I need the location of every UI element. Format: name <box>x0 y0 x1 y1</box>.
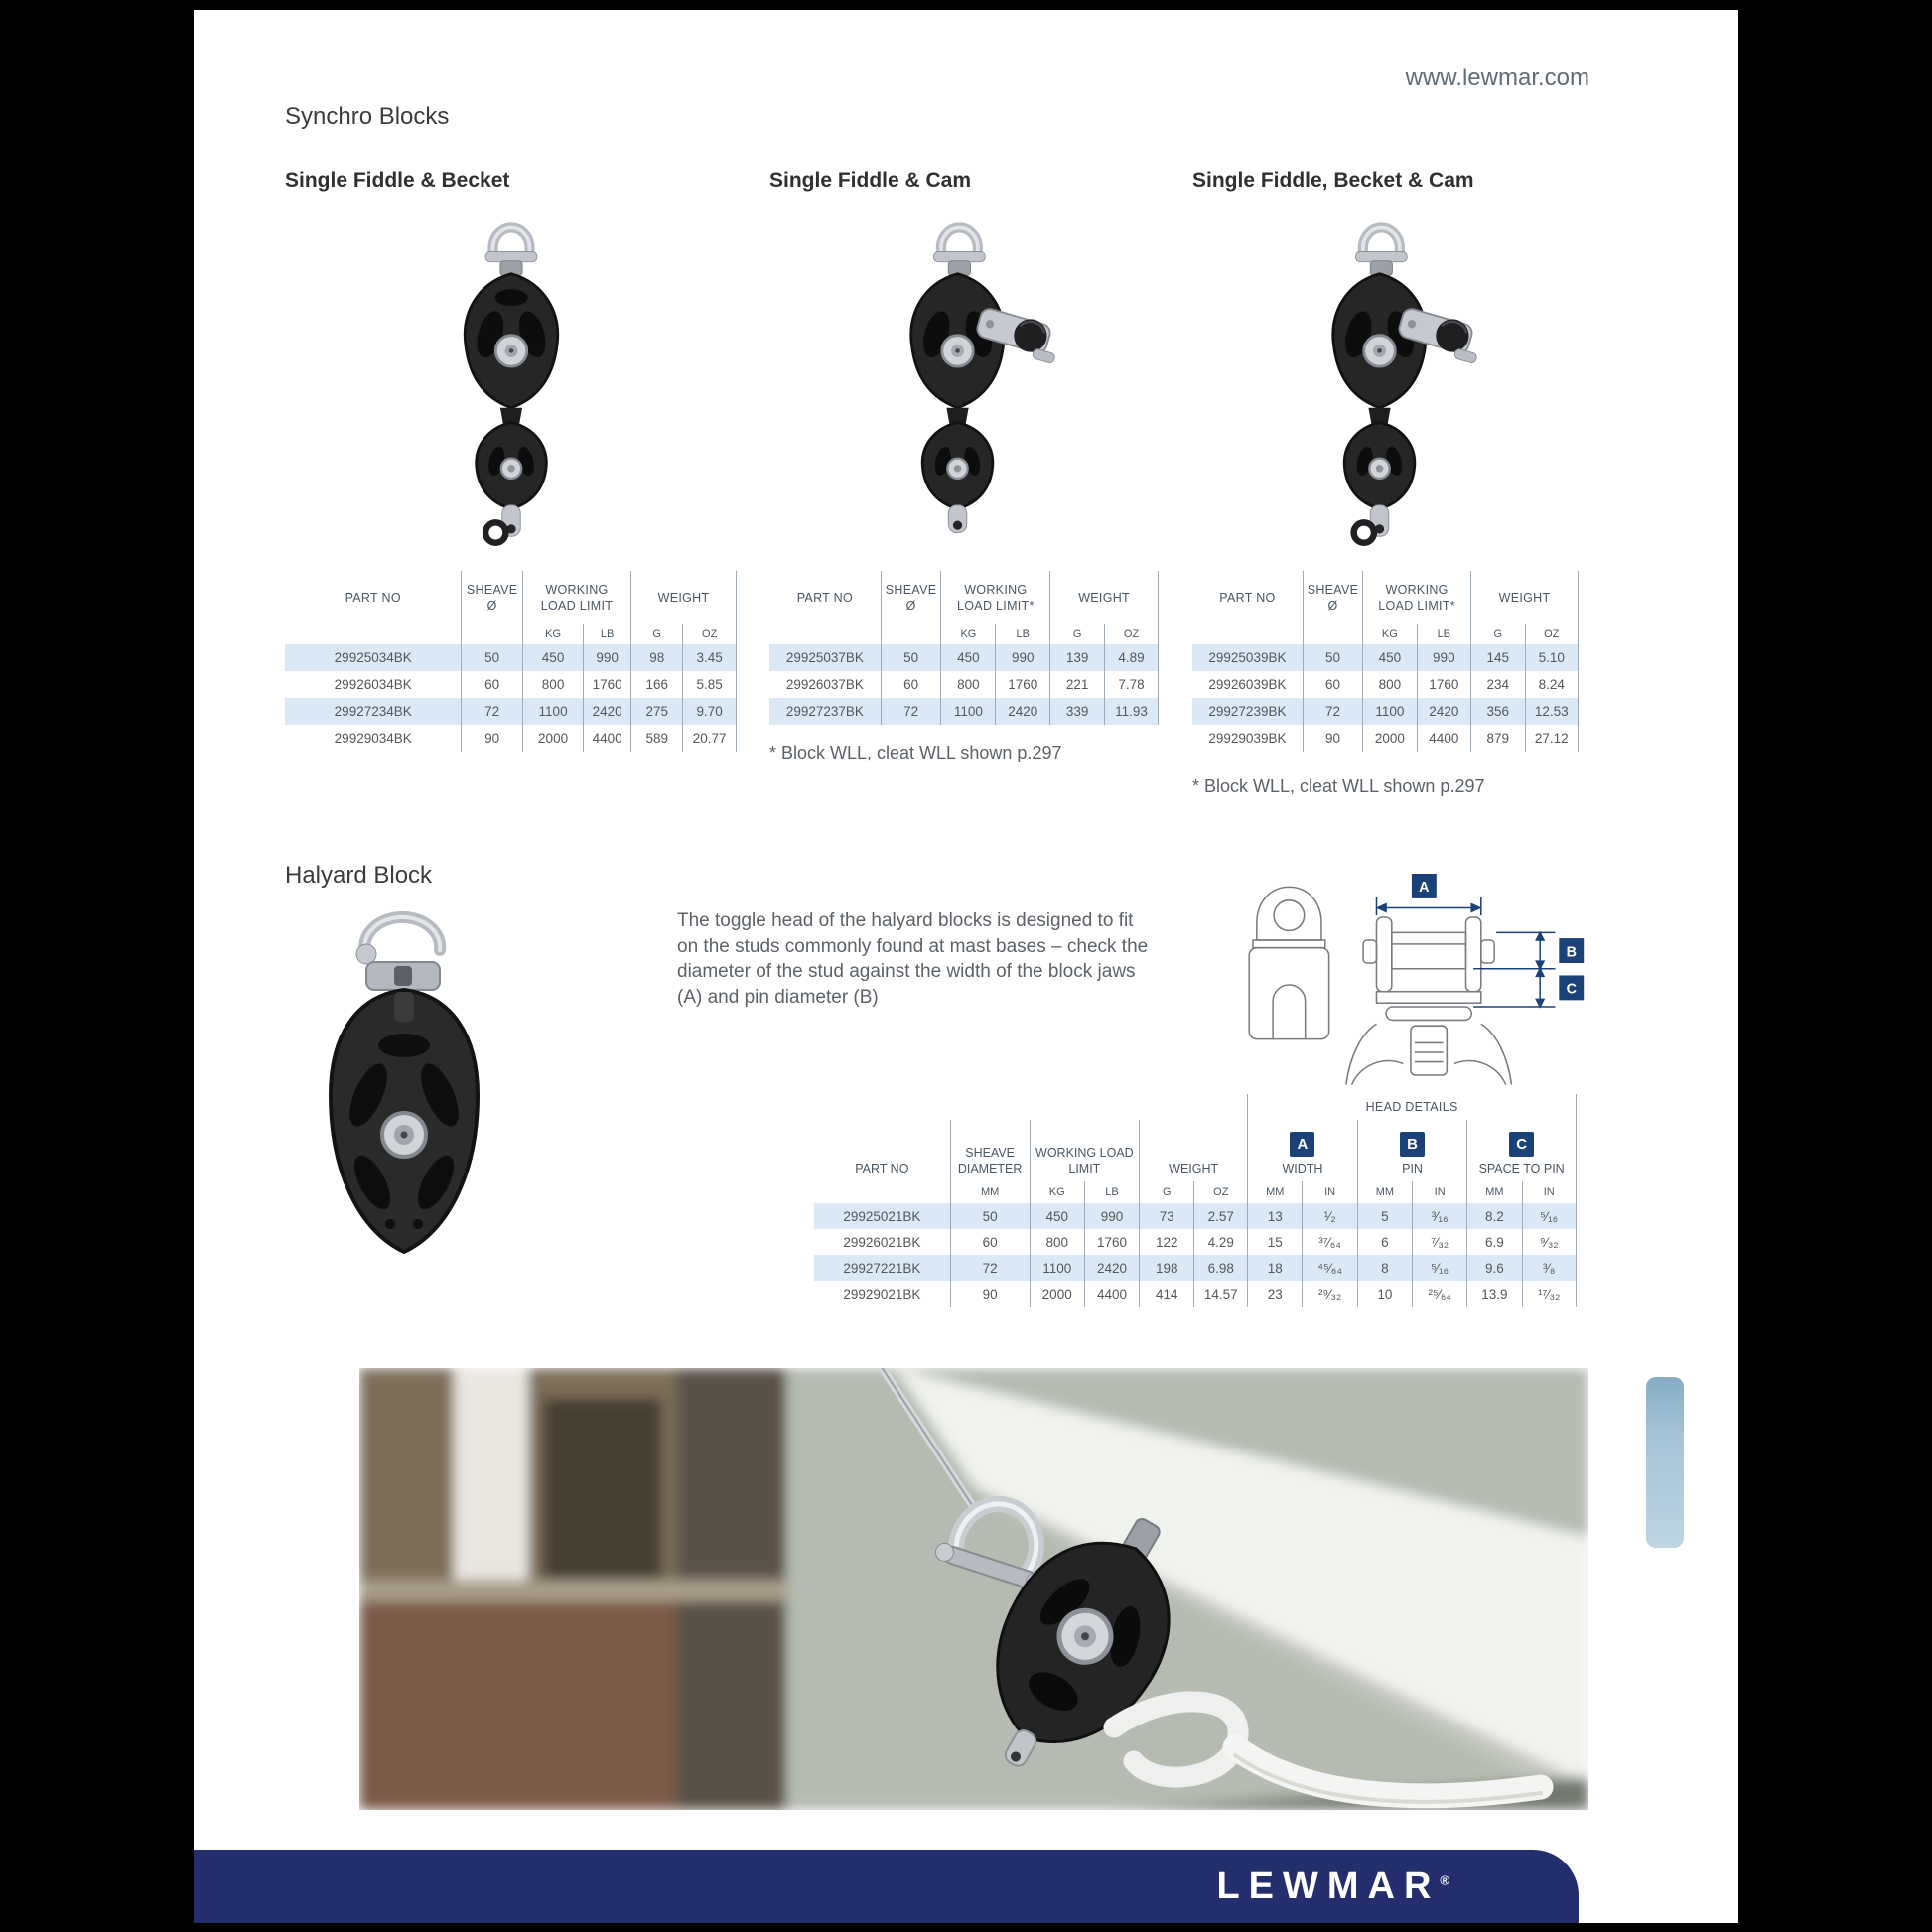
cell-g: 122 <box>1139 1229 1193 1255</box>
cell-kg: 800 <box>940 671 995 698</box>
cell-g: 139 <box>1049 644 1104 671</box>
cell-oz: 27.12 <box>1525 725 1579 752</box>
halyard-description: The toggle head of the halyard blocks is designed to fit on the studs commonly found at mast bases – check the diameter of the stud against the width of the block jaws (A) and pin diameter (B) <box>677 910 1149 1008</box>
unit-label: MM <box>1357 1181 1412 1203</box>
cell-lb: 4400 <box>1084 1281 1139 1307</box>
unit-label: G <box>1470 624 1524 644</box>
cell-width-in: ²⁹⁄₃₂ <box>1302 1281 1356 1307</box>
cell-space-mm: 8.2 <box>1466 1203 1521 1229</box>
col-header-sheave: SHEAVE Ø <box>461 571 521 624</box>
lifestyle-photo-block-on-boom <box>359 1368 1588 1810</box>
table-row <box>285 725 737 752</box>
cell-lb: 1760 <box>583 671 630 698</box>
col-header-part-no: PART NO <box>796 590 853 605</box>
col-header-width: A WIDTH <box>1247 1120 1357 1181</box>
cell-pin-in: ²⁵⁄₆₄ <box>1412 1281 1466 1307</box>
cell-lb: 1760 <box>995 671 1049 698</box>
unit-label: KG <box>522 624 583 644</box>
cell-width-mm: 15 <box>1247 1229 1302 1255</box>
table-row <box>285 644 737 671</box>
unit-label: LB <box>995 624 1049 644</box>
cell-sheave: 60 <box>1303 671 1362 698</box>
table-row <box>1192 644 1579 671</box>
cell-part: 29929034BK <box>334 731 412 746</box>
cell-lb: 4400 <box>1417 725 1470 752</box>
cell-pin-mm: 8 <box>1357 1255 1412 1281</box>
cell-pin-in: ³⁄₁₆ <box>1412 1203 1466 1229</box>
section-title-halyard-block: Halyard Block <box>285 862 433 889</box>
cell-lb: 990 <box>995 644 1049 671</box>
cell-part: 29926037BK <box>785 677 864 692</box>
cell-g: 145 <box>1470 644 1524 671</box>
table-row <box>769 671 1159 698</box>
cell-sheave: 50 <box>461 644 521 671</box>
unit-label: IN <box>1302 1181 1356 1203</box>
cell-pin-in: ⁷⁄₃₂ <box>1412 1229 1466 1255</box>
cell-g: 879 <box>1470 725 1524 752</box>
cell-oz: 6.98 <box>1193 1255 1247 1281</box>
unit-label: MM <box>1466 1181 1521 1203</box>
head-details-diagram <box>1226 874 1593 1102</box>
cell-lb: 2420 <box>1417 698 1470 725</box>
cell-sheave: 72 <box>1303 698 1362 725</box>
cell-part: 29927237BK <box>785 704 864 719</box>
col-header-weight: WEIGHT <box>630 571 737 624</box>
cell-mm: 50 <box>950 1203 1030 1229</box>
col-header-pin: B PIN <box>1357 1120 1467 1181</box>
unit-label: G <box>1049 624 1104 644</box>
cell-part: 29925039BK <box>1208 650 1287 665</box>
catalog-page <box>194 10 1738 1923</box>
col-header-wll: WORKING LOAD LIMIT* <box>940 571 1049 624</box>
cell-g: 275 <box>630 698 682 725</box>
col-header-part-no: PART NO <box>855 1161 909 1175</box>
cell-space-mm: 9.6 <box>1466 1255 1521 1281</box>
cell-kg: 2000 <box>1030 1281 1084 1307</box>
cell-kg: 450 <box>522 644 583 671</box>
unit-label: LB <box>1084 1181 1139 1203</box>
cell-kg: 450 <box>1362 644 1416 671</box>
cell-part: 29929039BK <box>1208 731 1287 746</box>
cell-lb: 990 <box>1417 644 1470 671</box>
cell-oz: 4.89 <box>1104 644 1159 671</box>
cell-g: 166 <box>630 671 682 698</box>
unit-label: KG <box>1362 624 1416 644</box>
cell-g: 339 <box>1049 698 1104 725</box>
cell-oz: 11.93 <box>1104 698 1159 725</box>
table-row <box>285 671 737 698</box>
cell-mm: 60 <box>950 1229 1030 1255</box>
cell-lb: 1760 <box>1417 671 1470 698</box>
cell-part: 29927234BK <box>334 704 412 719</box>
cell-part: 29926039BK <box>1208 677 1287 692</box>
cell-space-in: ³⁄₈ <box>1522 1255 1577 1281</box>
cell-kg: 450 <box>940 644 995 671</box>
unit-label: OZ <box>682 624 737 644</box>
cell-pin-mm: 6 <box>1357 1229 1412 1255</box>
cell-oz: 7.78 <box>1104 671 1159 698</box>
col-header-sheave: SHEAVE Ø <box>1303 571 1362 624</box>
cell-width-mm: 18 <box>1247 1255 1302 1281</box>
cell-lb: 2420 <box>995 698 1049 725</box>
cell-part: 29926034BK <box>334 677 412 692</box>
cell-kg: 450 <box>1030 1203 1084 1229</box>
footnote: * Block WLL, cleat WLL shown p.297 <box>1192 776 1485 796</box>
cell-part: 29929021BK <box>843 1286 921 1302</box>
table-row <box>814 1255 1577 1281</box>
badge-b: B <box>1400 1132 1425 1157</box>
cell-part: 29927221BK <box>843 1260 921 1276</box>
cell-g: 589 <box>630 725 682 752</box>
cell-oz: 5.10 <box>1525 644 1579 671</box>
cell-part: 29925021BK <box>843 1208 921 1224</box>
col-header-weight: WEIGHT <box>1139 1120 1247 1181</box>
cell-sheave: 72 <box>461 698 521 725</box>
col-header-weight: WEIGHT <box>1470 571 1579 624</box>
cell-kg: 2000 <box>522 725 583 752</box>
cell-kg: 1100 <box>940 698 995 725</box>
cell-kg: 2000 <box>1362 725 1416 752</box>
cell-sheave: 60 <box>461 671 521 698</box>
cell-part: 29926021BK <box>843 1234 921 1250</box>
halyard-table <box>814 1094 1577 1307</box>
product-photo-fiddle-becket <box>399 197 622 569</box>
cell-space-mm: 13.9 <box>1466 1281 1521 1307</box>
cell-mm: 90 <box>950 1281 1030 1307</box>
table-row <box>814 1203 1577 1229</box>
cell-space-in: ¹⁷⁄₃₂ <box>1522 1281 1577 1307</box>
cell-part: 29925037BK <box>785 650 864 665</box>
unit-label: KG <box>940 624 995 644</box>
cell-oz: 12.53 <box>1525 698 1579 725</box>
unit-label: LB <box>583 624 630 644</box>
cell-width-in: ⁴⁵⁄₆₄ <box>1302 1255 1356 1281</box>
col-header-part-no: PART NO <box>345 590 401 605</box>
footnote: * Block WLL, cleat WLL shown p.297 <box>769 743 1062 762</box>
col-header-wll: WORKING LOAD LIMIT* <box>1362 571 1470 624</box>
page-edge-tab <box>1646 1377 1684 1548</box>
synchro-table-fiddle-becket-cam <box>1192 571 1579 752</box>
cell-part: 29927239BK <box>1208 704 1287 719</box>
dim-label-a: A <box>1419 880 1430 897</box>
cell-kg: 1100 <box>522 698 583 725</box>
product-photo-fiddle-becket-cam <box>1269 197 1502 569</box>
cell-sheave: 72 <box>881 698 941 725</box>
footer-bar <box>194 1850 1579 1923</box>
cell-g: 356 <box>1470 698 1524 725</box>
cell-g: 414 <box>1139 1281 1193 1307</box>
cell-space-in: ⁵⁄₁₆ <box>1522 1203 1577 1229</box>
table-row <box>769 644 1159 671</box>
unit-label: IN <box>1412 1181 1466 1203</box>
table-row <box>769 698 1159 725</box>
cell-oz: 9.70 <box>682 698 737 725</box>
unit-label: OZ <box>1525 624 1579 644</box>
cell-lb: 2420 <box>1084 1255 1139 1281</box>
cell-oz: 3.45 <box>682 644 737 671</box>
table-row <box>1192 671 1579 698</box>
product-title: Single Fiddle, Becket & Cam <box>1192 169 1474 192</box>
cell-sheave: 60 <box>881 671 941 698</box>
product-title: Single Fiddle & Cam <box>769 169 972 192</box>
cell-g: 198 <box>1139 1255 1193 1281</box>
cell-kg: 1100 <box>1030 1255 1084 1281</box>
table-row <box>1192 698 1579 725</box>
col-header-wll: WORKING LOAD LIMIT <box>522 571 630 624</box>
col-header-weight: WEIGHT <box>1049 571 1159 624</box>
col-header-part-no: PART NO <box>1219 590 1276 605</box>
cell-g: 98 <box>630 644 682 671</box>
cell-kg: 800 <box>1030 1229 1084 1255</box>
cell-part: 29925034BK <box>334 650 412 665</box>
cell-kg: 1100 <box>1362 698 1416 725</box>
cell-sheave: 90 <box>461 725 521 752</box>
cell-pin-mm: 10 <box>1357 1281 1412 1307</box>
cell-pin-mm: 5 <box>1357 1203 1412 1229</box>
table-row <box>285 698 737 725</box>
section-title-synchro-blocks: Synchro Blocks <box>285 103 450 130</box>
head-details-label: HEAD DETAILS <box>1247 1094 1577 1120</box>
table-row <box>814 1229 1577 1255</box>
cell-oz: 14.57 <box>1193 1281 1247 1307</box>
cell-lb: 1760 <box>1084 1229 1139 1255</box>
cell-oz: 8.24 <box>1525 671 1579 698</box>
cell-g: 73 <box>1139 1203 1193 1229</box>
cell-width-mm: 13 <box>1247 1203 1302 1229</box>
product-photo-halyard-block <box>283 897 531 1338</box>
cell-width-in: ¹⁄₂ <box>1302 1203 1356 1229</box>
cell-space-mm: 6.9 <box>1466 1229 1521 1255</box>
unit-label: OZ <box>1104 624 1159 644</box>
col-header-wll: WORKING LOAD LIMIT <box>1030 1120 1140 1181</box>
unit-label: KG <box>1030 1181 1084 1203</box>
cell-kg: 800 <box>1362 671 1416 698</box>
product-title: Single Fiddle & Becket <box>285 169 510 192</box>
cell-oz: 5.85 <box>682 671 737 698</box>
badge-a: A <box>1290 1132 1314 1157</box>
cell-sheave: 50 <box>1303 644 1362 671</box>
col-header-sheave-diameter: SHEAVE DIAMETER <box>950 1120 1030 1181</box>
unit-label: IN <box>1522 1181 1577 1203</box>
unit-label: G <box>1139 1181 1193 1203</box>
col-header-space-to-pin: C SPACE TO PIN <box>1466 1120 1577 1181</box>
cell-oz: 20.77 <box>682 725 737 752</box>
cell-lb: 4400 <box>583 725 630 752</box>
unit-label: MM <box>950 1181 1030 1203</box>
cell-g: 221 <box>1049 671 1104 698</box>
cell-pin-in: ⁵⁄₁₆ <box>1412 1255 1466 1281</box>
cell-g: 234 <box>1470 671 1524 698</box>
synchro-table-fiddle-cam <box>769 571 1159 725</box>
cell-mm: 72 <box>950 1255 1030 1281</box>
unit-label: OZ <box>1193 1181 1247 1203</box>
synchro-table-fiddle-becket <box>285 571 737 752</box>
cell-sheave: 90 <box>1303 725 1362 752</box>
cell-sheave: 50 <box>881 644 941 671</box>
table-row <box>1192 725 1579 752</box>
col-header-sheave: SHEAVE Ø <box>881 571 941 624</box>
unit-label: MM <box>1247 1181 1302 1203</box>
cell-lb: 990 <box>583 644 630 671</box>
cell-oz: 4.29 <box>1193 1229 1247 1255</box>
table-row <box>814 1281 1577 1307</box>
cell-width-in: ³⁷⁄₆₄ <box>1302 1229 1356 1255</box>
cell-oz: 2.57 <box>1193 1203 1247 1229</box>
product-photo-fiddle-cam <box>848 197 1081 569</box>
badge-c: C <box>1509 1132 1534 1157</box>
dim-label-c: C <box>1566 981 1577 998</box>
unit-label: LB <box>1417 624 1470 644</box>
cell-space-in: ⁹⁄₃₂ <box>1522 1229 1577 1255</box>
lewmar-logo: LEWMAR® <box>1216 1864 1449 1907</box>
cell-lb: 990 <box>1084 1203 1139 1229</box>
dim-label-b: B <box>1566 944 1577 961</box>
website-link[interactable]: www.lewmar.com <box>1405 65 1589 91</box>
cell-lb: 2420 <box>583 698 630 725</box>
unit-label: G <box>630 624 682 644</box>
cell-width-mm: 23 <box>1247 1281 1302 1307</box>
cell-kg: 800 <box>522 671 583 698</box>
